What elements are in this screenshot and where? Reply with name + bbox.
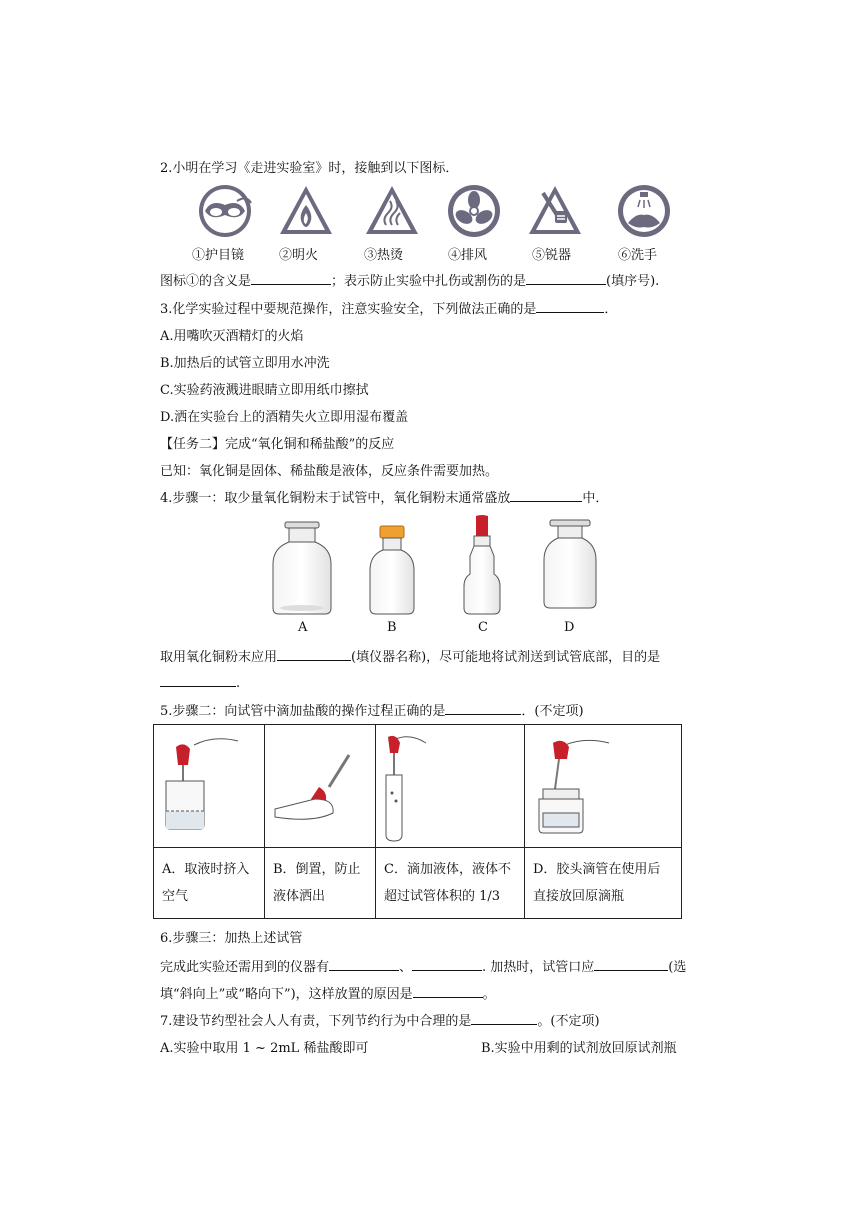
answer-blank[interactable] bbox=[251, 272, 331, 285]
q7-option-b: B.实验中用剩的试剂放回原试剂瓶 bbox=[481, 1041, 677, 1056]
answer-blank[interactable] bbox=[412, 958, 482, 971]
dropper-bottle bbox=[462, 514, 502, 620]
q5-stem: 5.步骤二：向试管中滴加盐酸的操作过程正确的是 ．(不定项) bbox=[160, 704, 584, 719]
icon-label-sharp: ⑤锐器 bbox=[532, 248, 572, 263]
answer-blank[interactable] bbox=[526, 272, 606, 285]
dropper-return-illustration bbox=[525, 725, 681, 848]
bottle-label-d: D bbox=[564, 620, 575, 635]
answer-blank[interactable] bbox=[329, 958, 399, 971]
icon-label-goggles: ①护目镜 bbox=[192, 248, 245, 263]
answer-blank[interactable] bbox=[413, 985, 483, 998]
q6-line-2: 填“斜向上”或“略向下”)，这样放置的原因是 。 bbox=[160, 987, 496, 1002]
q4-stem: 4.步骤一：取少量氧化铜粉末于试管中，氧化铜粉末通常盛放 中． bbox=[160, 491, 609, 506]
operation-table bbox=[153, 724, 682, 919]
operation-cell-b bbox=[265, 725, 376, 919]
bottle-label-b: B bbox=[387, 620, 397, 635]
q2-question: 图标①的含义是 ；表示防止实验中扎伤或割伤的是 (填序号). bbox=[160, 274, 660, 289]
answer-blank[interactable] bbox=[594, 958, 668, 971]
answer-blank[interactable] bbox=[445, 702, 521, 715]
icon-label-fan: ④排风 bbox=[448, 248, 488, 263]
q4-follow-2: . bbox=[160, 674, 240, 691]
operation-caption-d: D．胶头滴管在使用后直接放回原滴瓶 bbox=[533, 862, 661, 904]
answer-blank[interactable] bbox=[277, 648, 351, 661]
operation-cell-c bbox=[376, 725, 525, 919]
operation-caption-b: B．倒置，防止液体洒出 bbox=[273, 862, 361, 904]
q7-option-a: A.实验中取用 1 ~ 2mL 稀盐酸即可 bbox=[160, 1041, 369, 1056]
icon-label-hot: ③热烫 bbox=[364, 248, 404, 263]
goggles-icon bbox=[197, 183, 253, 239]
q3-option-d: D.洒在实验台上的酒精失火立即用湿布覆盖 bbox=[160, 410, 409, 425]
operation-cell-a bbox=[154, 725, 265, 919]
answer-blank[interactable] bbox=[160, 674, 236, 687]
sharp-object-icon bbox=[527, 183, 583, 239]
q3-option-b: B.加热后的试管立即用水冲洗 bbox=[160, 356, 330, 371]
icon-label-flame: ②明火 bbox=[279, 248, 319, 263]
q4-follow: 取用氧化铜粉末应用 (填仪器名称)，尽可能地将试剂送到试管底部，目的是 bbox=[160, 650, 661, 665]
hand-wash-icon bbox=[616, 183, 672, 239]
dropper-inverted-illustration bbox=[265, 725, 375, 848]
open-flame-icon bbox=[278, 183, 334, 239]
q6-line-1: 完成此实验还需用到的仪器有 、 . 加热时，试管口应 (选 bbox=[160, 960, 687, 975]
q3-stem: 3.化学实验过程中要规范操作，注意实验安全，下列做法正确的是 ． bbox=[160, 302, 618, 317]
wide-mouth-bottle bbox=[271, 520, 333, 620]
answer-blank[interactable] bbox=[510, 489, 582, 502]
hot-surface-icon bbox=[364, 183, 420, 239]
exhaust-fan-icon bbox=[446, 183, 502, 239]
operation-caption-a: A．取液时挤入空气 bbox=[162, 862, 250, 904]
task2-title: 【任务二】完成“氧化铜和稀盐酸”的反应 bbox=[160, 437, 395, 452]
operation-cell-d bbox=[525, 725, 682, 919]
operation-caption-c: C．滴加液体，液体不超过试管体积的 1/3 bbox=[384, 862, 511, 904]
q3-option-a: A.用嘴吹灭酒精灯的火焰 bbox=[160, 329, 304, 344]
bottle-label-a: A bbox=[298, 620, 308, 635]
narrow-mouth-bottle bbox=[368, 524, 416, 620]
dropping-into-tube-illustration bbox=[376, 725, 524, 848]
q2-stem: 2.小明在学习《走进实验室》时，接触到以下图标． bbox=[160, 161, 459, 176]
answer-blank[interactable] bbox=[536, 300, 604, 313]
gas-bottle bbox=[542, 518, 598, 614]
q7-stem: 7.建设节约型社会人人有责，下列节约行为中合理的是 。(不定项) bbox=[160, 1014, 600, 1029]
task2-known: 已知：氧化铜是固体、稀盐酸是液体，反应条件需要加热。 bbox=[160, 464, 499, 479]
icon-label-wash: ⑥洗手 bbox=[618, 248, 658, 263]
dropper-squeeze-illustration bbox=[154, 725, 264, 848]
bottle-label-c: C bbox=[478, 620, 488, 635]
answer-blank[interactable] bbox=[471, 1012, 537, 1025]
q6-stem: 6.步骤三：加热上述试管 bbox=[160, 931, 303, 946]
q3-option-c: C.实验药液溅进眼睛立即用纸巾擦拭 bbox=[160, 383, 369, 398]
